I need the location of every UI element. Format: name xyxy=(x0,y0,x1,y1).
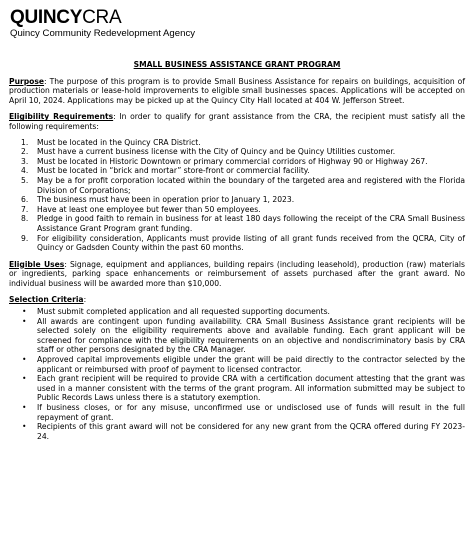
item-text: Must be located in Historic Downtown or primary commercial corridors of Highway 90 or Highway 267. xyxy=(37,156,428,166)
bullet-icon: • xyxy=(22,374,27,384)
item-text: All awards are contingent upon funding availability. CRA Small Business Assistance grant recipients will be selected solely on the eligibility requirements above and available funding. Each grant applicant will be screened for compliance with the eligibility requirements on an objective and nondiscriminatory basis by CRA staff or other persons designated by the CRA Manager. xyxy=(37,316,465,355)
item-text: Must submit completed application and all requested supporting documents. xyxy=(37,307,330,317)
logo-wordmark xyxy=(10,8,195,28)
item-number: 4. xyxy=(21,166,29,176)
bullet-icon: • xyxy=(22,316,27,326)
list-item xyxy=(9,374,465,403)
criteria-colon: : xyxy=(83,295,87,305)
agency-name: Quincy Community Redevelopment Agency xyxy=(10,28,196,39)
list-item xyxy=(9,307,465,317)
item-number: 9. xyxy=(21,233,29,243)
purpose-text: : The purpose of this program is to provide Small Business Assistance for repairs on buildings, acquisition of production materials or lease-hold improvements to eligible small businesses spaces. Applications will be accepted on April 10, 2024. Applications may be picked up at the Quincy City Hall located at 404 W. Jefferson Street. xyxy=(9,76,465,105)
document-body xyxy=(9,60,465,441)
item-number: 1. xyxy=(21,137,29,147)
list-item xyxy=(9,355,465,374)
bullet-icon: • xyxy=(22,307,27,317)
eligibility-list xyxy=(9,138,465,253)
list-item xyxy=(9,317,465,355)
criteria-section xyxy=(9,295,465,441)
bullet-icon: • xyxy=(22,355,27,365)
item-text: Approved capital improvements eligible under the grant will be paid directly to the contractor selected by the applicant or reimbursed with proof of payment to licensed contractor. xyxy=(37,355,465,374)
item-number: 8. xyxy=(21,214,29,224)
list-item xyxy=(9,147,465,157)
list-item xyxy=(9,157,465,167)
purpose-section xyxy=(9,77,465,106)
criteria-intro xyxy=(9,295,465,305)
item-text: Each grant recipient will be required to provide CRA with a certification document attesting that the grant was used in a manner consistent with the terms of the grant program. All information submitted may be subject to Public Records Laws unless there is a statutory exemption. xyxy=(37,374,465,403)
purpose-label: Purpose xyxy=(9,76,45,86)
list-item xyxy=(9,176,465,195)
eligibility-text: : In order to qualify for grant assistance from the CRA, the recipient must satisfy all the following requirements: xyxy=(9,112,465,131)
eligibility-label: Eligibility Requirements xyxy=(9,112,114,122)
uses-section xyxy=(9,260,465,289)
item-number: 3. xyxy=(21,156,29,166)
item-text: If business closes, or for any misuse, unconfirmed use or undisclosed use of funds will result in the full repayment of grant. xyxy=(37,403,465,422)
logo-bold-text: QUINCY xyxy=(10,7,83,28)
list-item xyxy=(9,422,465,441)
item-number: 6. xyxy=(21,195,29,205)
list-item xyxy=(9,214,465,233)
list-item xyxy=(9,403,465,422)
item-text: Must be located in “brick and mortar” store-front or commercial facility. xyxy=(37,166,310,176)
item-number: 7. xyxy=(21,204,29,214)
item-text: Pledge in good faith to remain in business for at least 180 days following the receipt of the CRA Small Business Assistance Grant Program grant funding. xyxy=(37,214,465,233)
item-text: May be a for profit corporation located within the boundary of the targeted area and registered with the Florida Division of Corporations; xyxy=(37,175,465,195)
criteria-list xyxy=(9,307,465,441)
item-number: 2. xyxy=(21,147,29,157)
uses-label: Eligible Uses xyxy=(9,259,65,269)
item-text: For eligibility consideration, Applicants must provide listing of all grant funds received from the QCRA, City of Quincy or Gadsden County within the past 60 months. xyxy=(37,233,465,253)
bullet-icon: • xyxy=(22,403,27,412)
criteria-label: Selection Criteria xyxy=(9,295,84,305)
list-item xyxy=(9,234,465,253)
list-item xyxy=(9,166,465,176)
item-text: Recipients of this grant award will not be considered for any new grant from the QCRA offered during FY 2023-24. xyxy=(37,422,465,441)
logo-light-text: CRA xyxy=(82,7,122,28)
bullet-icon: • xyxy=(22,422,27,432)
list-item xyxy=(9,195,465,205)
item-number: 5. xyxy=(21,175,29,185)
agency-logo xyxy=(10,8,195,39)
eligibility-section xyxy=(9,112,465,252)
item-text: Have at least one employee but fewer than 50 employees. xyxy=(37,204,261,214)
uses-text: : Signage, equipment and appliances, building repairs (including leasehold), production (raw) materials or ingredients, parking space enhancements or reimbursement of assets purchased after the grant award. No individual business will be awarded more than $10,000. xyxy=(9,259,466,288)
list-item xyxy=(9,205,465,215)
item-text: The business must have been in operation prior to January 1, 2023. xyxy=(37,195,295,205)
list-item xyxy=(9,138,465,148)
item-text: Must have a current business license with the City of Quincy and be Quincy Utilities customer. xyxy=(37,147,396,157)
document-title: SMALL BUSINESS ASSISTANCE GRANT PROGRAM xyxy=(133,60,341,69)
eligibility-intro xyxy=(9,112,465,131)
item-text: Must be located in the Quincy CRA District. xyxy=(37,137,201,147)
